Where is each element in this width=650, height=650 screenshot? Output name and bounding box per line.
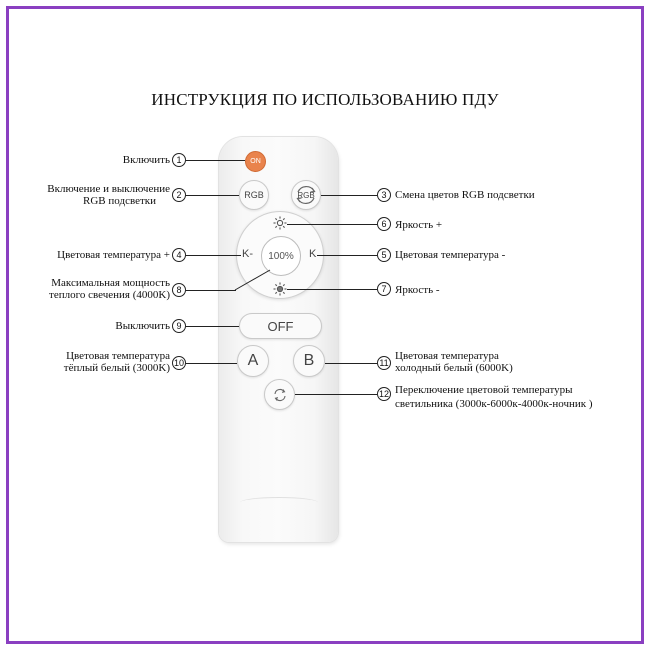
callout-4-number: 4 xyxy=(172,248,186,262)
callout-8-text xyxy=(10,277,170,301)
callout-4-leader xyxy=(186,255,241,256)
callout-6-number: 6 xyxy=(377,217,391,231)
brightness-up-sun-icon[interactable] xyxy=(273,216,287,230)
callout-12-text xyxy=(395,383,593,411)
rgb-cycle-button[interactable] xyxy=(291,180,321,210)
callout-6-leader xyxy=(287,224,377,225)
refresh-icon xyxy=(272,387,288,403)
remote-battery-notch xyxy=(240,497,318,508)
off-button[interactable]: OFF xyxy=(239,313,322,339)
callout-5-number: 5 xyxy=(377,248,391,262)
callout-6-text: Яркость + xyxy=(395,219,443,231)
callout-9-text: Выключить xyxy=(115,320,170,332)
callout-2-line1: Включение и выключение xyxy=(47,183,170,195)
callout-10-number: 10 xyxy=(173,358,184,368)
callout-8-leader-h xyxy=(186,290,236,291)
callout-10-line1: Цветовая температура xyxy=(66,350,170,362)
callout-5-leader xyxy=(317,255,377,256)
callout-10-text xyxy=(10,350,170,374)
callout-4-text: Цветовая температура + xyxy=(57,249,170,261)
callout-12-leader xyxy=(295,394,377,395)
callout-7-text: Яркость - xyxy=(395,284,440,296)
callout-8-leader-diag xyxy=(234,268,274,292)
callout-11-text xyxy=(395,350,513,374)
callout-8-line2: теплого свечения (4000K) xyxy=(49,289,170,301)
callout-11-number: 11 xyxy=(377,356,391,370)
color-temp-minus-button[interactable]: K xyxy=(309,248,317,260)
color-temp-cycle-button[interactable] xyxy=(264,379,295,410)
max-warm-button[interactable]: 100% xyxy=(261,236,301,276)
color-temp-plus-button[interactable]: K- xyxy=(242,248,253,260)
callout-12-number: 12 xyxy=(378,389,389,399)
on-button[interactable]: ON xyxy=(245,151,266,172)
brightness-down-sun-icon[interactable] xyxy=(273,282,287,296)
page-title: ИНСТРУКЦИЯ ПО ИСПОЛЬЗОВАНИЮ ПДУ xyxy=(151,90,499,109)
warm-white-a-button[interactable]: A xyxy=(237,345,269,377)
callout-9-number: 9 xyxy=(172,319,186,333)
callout-1-text: Включить xyxy=(122,154,170,166)
callout-10-line2: тёплый белый (3000K) xyxy=(63,362,170,374)
callout-7-number: 7 xyxy=(377,282,391,296)
callout-3-leader xyxy=(321,195,377,196)
callout-2-line2: RGB подсветки xyxy=(83,195,156,207)
callout-11-line1: Цветовая температура xyxy=(395,350,499,362)
cool-white-b-button[interactable]: B xyxy=(293,345,325,377)
callout-8-number: 8 xyxy=(172,283,186,297)
rgb-toggle-button[interactable]: RGB xyxy=(239,180,269,210)
callout-8-line1: Максимальная мощность xyxy=(51,277,170,289)
callout-5-text: Цветовая температура - xyxy=(395,249,506,261)
callout-11-line2: холодный белый (6000K) xyxy=(395,362,513,374)
callout-11-leader xyxy=(325,363,377,364)
callout-3-text: Смена цветов RGB подсветки xyxy=(395,189,535,201)
callout-2-text xyxy=(20,183,170,207)
rgb-cycle-label: RGB xyxy=(297,190,315,200)
callout-2-number: 2 xyxy=(172,188,186,202)
callout-7-leader xyxy=(287,289,377,290)
callout-3-number: 3 xyxy=(377,188,391,202)
callout-10-leader xyxy=(186,363,237,364)
callout-1-number: 1 xyxy=(172,153,186,167)
callout-12-line1: Переключение цветовой температуры xyxy=(395,384,573,396)
callout-2-leader xyxy=(186,195,239,196)
callout-12-line2: светильника (3000к-6000к-4000к-ночник ) xyxy=(395,398,593,410)
callout-9-leader xyxy=(186,326,239,327)
callout-1-leader xyxy=(186,160,245,161)
